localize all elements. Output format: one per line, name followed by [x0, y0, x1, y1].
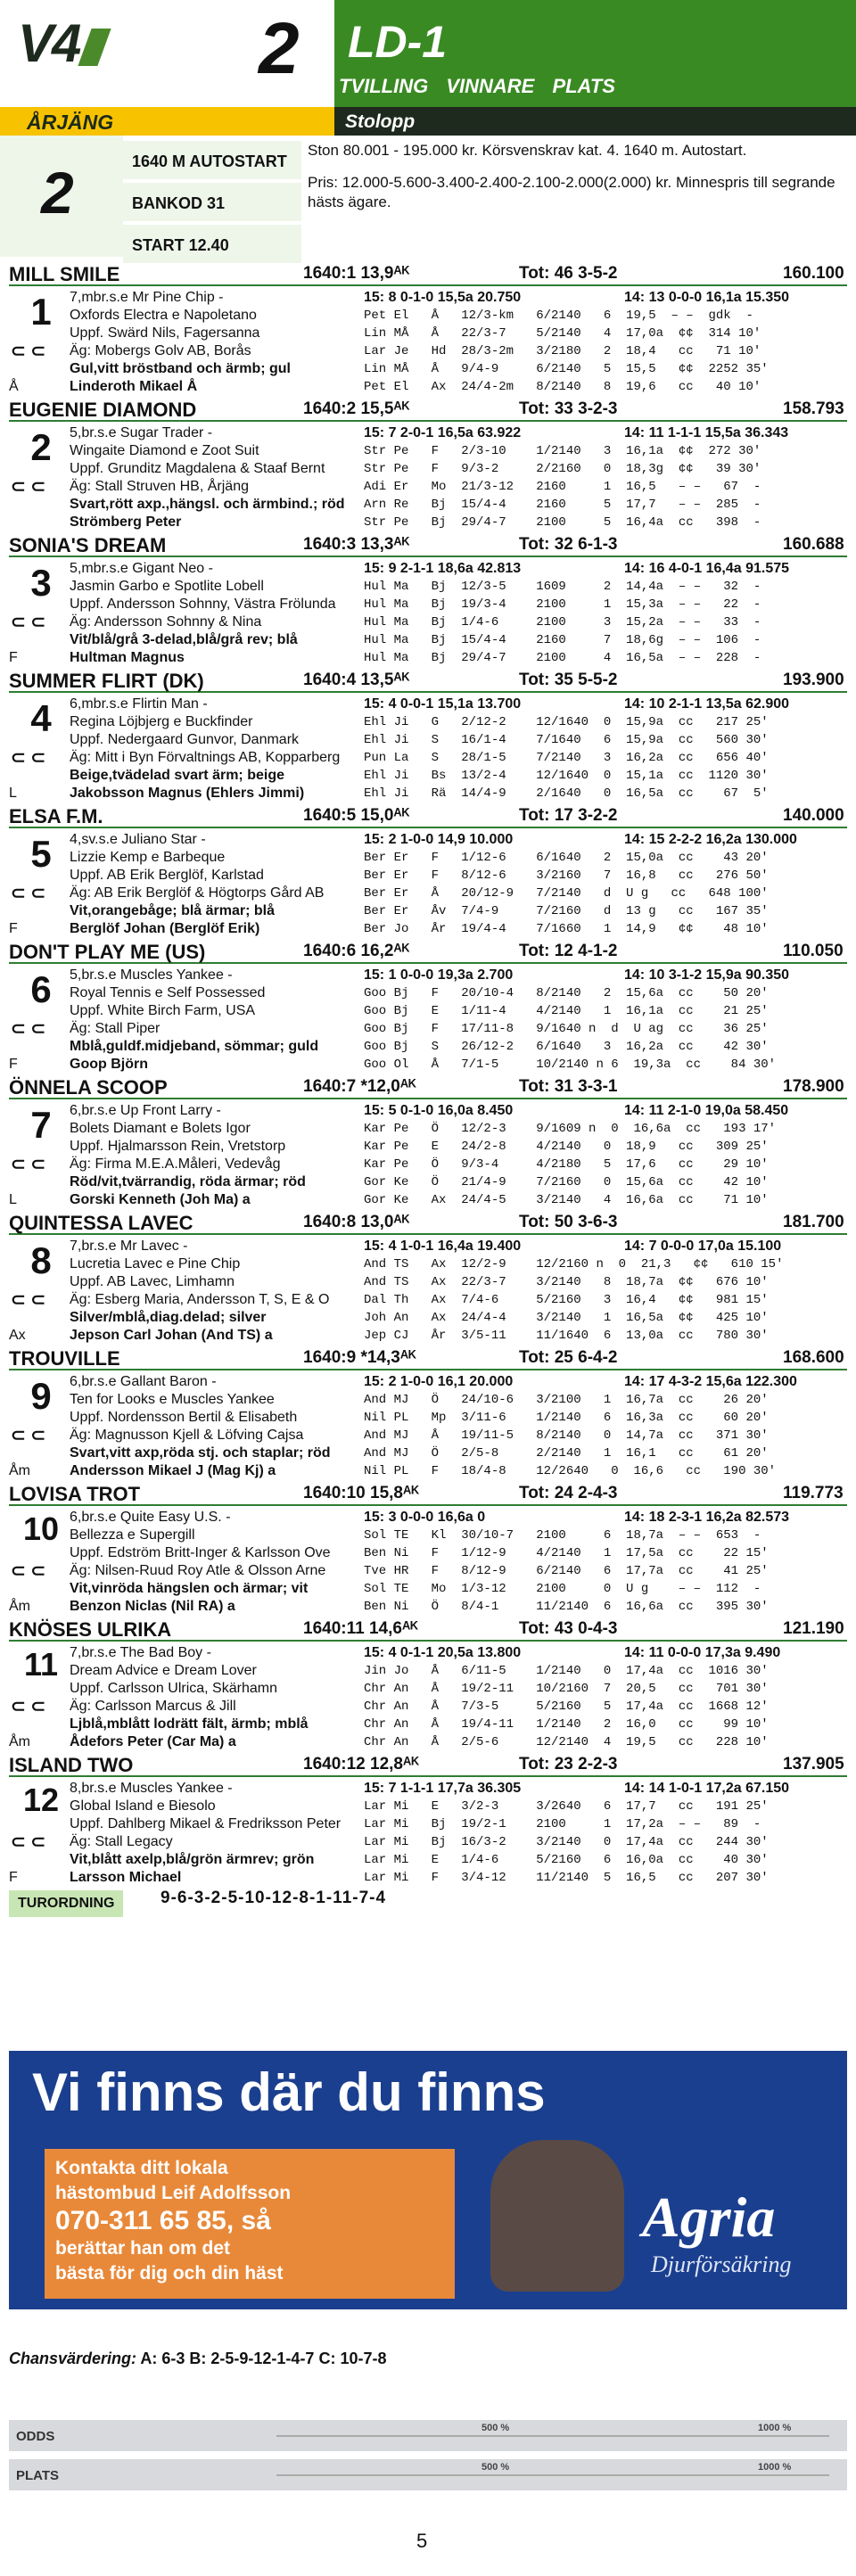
stats-2014: 14: 15 2-2-2 16,2a 130.000 [624, 832, 797, 847]
shoe-mark: Åm [9, 1734, 30, 1749]
start-number: 4 [30, 697, 52, 739]
shoe-mark: F [9, 921, 18, 936]
horse-total: Tot: 35 5-5-2 [519, 671, 618, 689]
horse-name: SONIA'S DREAM [9, 534, 167, 556]
stats-2015: 15: 4 0-0-1 15,1a 13.700 [364, 696, 522, 712]
scale-label: 1000 % [758, 2462, 792, 2473]
race-result-row: Sol TE Kl 30/10-7 2100 6 18,7a – – 653 - [364, 1528, 761, 1543]
race-conditions [308, 141, 843, 212]
horse-earnings: 160.100 [783, 264, 844, 283]
race-result-row: Kar Pe Ö 12/2-3 9/1609 n 0 16,6a cc 193 17' [364, 1122, 777, 1136]
horse-pedigree: 6,mbr.s.e Flirtin Man - [70, 696, 208, 712]
stats-2015: 15: 1 0-0-0 19,3a 2.700 [364, 967, 514, 983]
ad-line: hästombud Leif Adolfsson [55, 2183, 292, 2203]
horse-total: Tot: 24 2-4-3 [519, 1484, 618, 1502]
race-result-row: Lar Mi F 3/4-12 11/2140 5 16,5 cc 207 30' [364, 1871, 769, 1885]
race-result-row: Goo Bj F 20/10-4 8/2140 2 15,6a cc 50 20' [364, 986, 769, 1000]
start-number: 8 [30, 1239, 52, 1281]
horse-pedigree: 6,br.s.e Quite Easy U.S. - [70, 1510, 231, 1525]
horse-total: Tot: 32 6-1-3 [519, 535, 618, 554]
logo-area [0, 0, 334, 107]
stats-2014: 14: 17 4-3-2 15,6a 122.300 [624, 1374, 797, 1389]
horse-info-line: Uppf. AB Lavec, Limhamn [70, 1274, 235, 1289]
horse-name: QUINTESSA LAVEC [9, 1212, 193, 1234]
bet-types: TVILLING VINNARE PLATS [339, 75, 615, 97]
horse-name: TROUVILLE [9, 1347, 120, 1370]
horse-earnings: 158.793 [783, 399, 844, 418]
horse-total: Tot: 31 3-3-1 [519, 1077, 618, 1096]
stats-2014: 14: 7 0-0-0 17,0a 15.100 [624, 1239, 782, 1254]
race-result-row: Str Pe F 2/3-10 1/2140 3 16,1a ¢¢ 272 30' [364, 444, 761, 458]
horse-info-line: Bolets Diamant e Bolets Igor [70, 1121, 251, 1136]
race-result-row: Kar Pe Ö 9/3-4 4/2180 5 17,6 cc 29 10' [364, 1157, 769, 1172]
shoe-mark: F [9, 1870, 18, 1885]
leg-label: LD-1 [348, 17, 448, 67]
horse-total: Tot: 43 0-4-3 [519, 1619, 618, 1638]
race-result-row: Jin Jo Å 6/11-5 1/2140 0 17,4a cc 1016 30' [364, 1664, 769, 1678]
start-number: 3 [30, 562, 52, 604]
horse-record: 1640:8 13,0ᴬᴷ [303, 1213, 410, 1231]
horse-total: Tot: 33 3-2-3 [519, 399, 618, 418]
horse-pedigree: 7,br.s.e The Bad Boy - [70, 1645, 211, 1660]
horse-pedigree: 7,br.s.e Mr Lavec - [70, 1239, 188, 1254]
agria-logo: Agria [642, 2185, 776, 2249]
horse-info-line: Gul,vitt bröstband och ärmb; gul [70, 361, 291, 376]
chans-value: A: 6-3 B: 2-5-9-12-1-4-7 C: 10-7-8 [140, 2350, 387, 2367]
odds-label: ODDS [16, 2429, 55, 2444]
race-header-banner [0, 0, 856, 136]
horse-info-line: Uppf. Andersson Sohnny, Västra Frölunda [70, 597, 336, 612]
horse-pedigree: 5,br.s.e Muscles Yankee - [70, 967, 233, 983]
shoe-mark: Å [9, 379, 19, 394]
stats-2014: 14: 10 3-1-2 15,9a 90.350 [624, 967, 790, 983]
race-result-row: Ehl Ji S 16/1-4 7/1640 6 15,9a cc 560 30' [364, 733, 769, 747]
horse-earnings: 181.700 [783, 1213, 844, 1231]
horse-info-line: Oxfords Electra e Napoletano [70, 308, 257, 323]
scale-label: 500 % [482, 2423, 510, 2433]
stats-2015: 15: 4 1-0-1 16,4a 19.400 [364, 1239, 522, 1254]
horse-total: Tot: 50 3-6-3 [519, 1213, 618, 1231]
turordning-value: 9-6-3-2-5-10-12-8-1-11-7-4 [160, 1889, 387, 1907]
start-time: START 12.40 [123, 225, 301, 265]
race-result-row: Goo Bj E 1/11-4 4/2140 1 16,1a cc 21 25' [364, 1004, 769, 1018]
turordning-label: TURORDNING [9, 1890, 123, 1917]
horse-info-line: Goop Björn [70, 1057, 148, 1072]
horse-earnings: 137.905 [783, 1755, 844, 1774]
race-result-row: Ber Er Å 20/12-9 7/2140 d U g cc 648 100' [364, 886, 769, 901]
shoe-mark: L [9, 786, 17, 801]
race-result-row: Hul Ma Bj 1/4-6 2100 3 15,2a – – 33 - [364, 615, 761, 630]
race-result-row: Chr An Å 19/4-11 1/2140 2 16,0 cc 99 10' [364, 1717, 769, 1732]
race-result-row: Chr An Å 7/3-5 5/2160 5 17,4a cc 1668 12' [364, 1700, 769, 1714]
horse-info-line: Svart,vitt axp,röda stj. och staplar; röd [70, 1445, 331, 1461]
stats-2014: 14: 13 0-0-0 16,1a 15.350 [624, 290, 790, 305]
horse-info-line: Vit,vinröda hängslen och ärmar; vit [70, 1581, 309, 1596]
horse-info-line: Hultman Magnus [70, 650, 185, 665]
horse-info-line: Uppf. Grunditz Magdalena & Staaf Bernt [70, 461, 325, 476]
race-result-row: Ben Ni F 1/12-9 4/2140 1 17,5a cc 22 15' [364, 1546, 769, 1560]
stats-2014: 14: 14 1-0-1 17,2a 67.150 [624, 1781, 790, 1796]
start-number: 1 [30, 291, 52, 333]
horse-total: Tot: 25 6-4-2 [519, 1348, 618, 1367]
race-result-row: Pet El Ax 24/4-2m 8/2140 8 19,6 cc 40 10' [364, 380, 761, 394]
horse-divider [9, 284, 847, 286]
race-result-row: Ehl Ji G 2/12-2 12/1640 0 15,9a cc 217 25' [364, 715, 769, 729]
race-result-row: Str Pe F 9/3-2 2/2160 0 18,3g ¢¢ 39 30' [364, 462, 761, 476]
horse-info-line: Uppf. Nedergaard Gunvor, Danmark [70, 732, 300, 747]
ad-line: berättar han om det [55, 2238, 231, 2259]
horse-name: EUGENIE DIAMOND [9, 399, 197, 421]
horse-info-line: Silver/mblå,diag.delad; silver [70, 1310, 267, 1325]
shoe-icon: ⊂ ⊂ [11, 1832, 46, 1852]
race-result-row: And MJ Ö 2/5-8 2/2140 1 16,1 cc 61 20' [364, 1446, 769, 1461]
race-result-row: Tve HR F 8/12-9 6/2140 6 17,7a cc 41 25' [364, 1564, 769, 1578]
horse-total: Tot: 23 2-2-3 [519, 1755, 618, 1774]
race-result-row: Arn Re Bj 15/4-4 2160 5 17,7 – – 285 - [364, 498, 761, 512]
horse-info-line: Vit/blå/grå 3-delad,blå/grå rev; blå [70, 632, 298, 647]
start-number: 7 [30, 1104, 52, 1146]
race-result-row: Ben Ni Ö 8/4-1 11/2140 6 16,6a cc 395 30' [364, 1600, 769, 1614]
stats-2014: 14: 18 2-3-1 16,2a 82.573 [624, 1510, 790, 1525]
start-number: 11 [23, 1646, 59, 1683]
plats-scale [276, 2462, 829, 2476]
race-result-row: Hul Ma Bj 12/3-5 1609 2 14,4a – – 32 - [364, 580, 761, 594]
horse-info-line: Berglöf Johan (Berglöf Erik) [70, 921, 260, 936]
horse-info-line: Uppf. White Birch Farm, USA [70, 1003, 256, 1018]
ad-title: Vi finns där du finns [32, 2062, 546, 2122]
horse-info-line: Larsson Michael [70, 1870, 182, 1885]
horse-info-line: Ljblå,mblått lodrätt fält, ärmb; mblå [70, 1716, 309, 1732]
ad-phone: 070-311 65 85, så [55, 2206, 271, 2235]
horse-info-line: Äg: Mobergs Golv AB, Borås [70, 343, 251, 358]
conditions-text: Ston 80.001 - 195.000 kr. Körsvenskrav kat. 4. 1640 m. Autostart. [308, 142, 747, 159]
race-result-row: Dal Th Ax 7/4-6 5/2160 3 16,4 ¢¢ 981 15' [364, 1293, 769, 1307]
horse-record: 1640:12 12,8ᴬᴷ [303, 1755, 419, 1774]
horse-earnings: 193.900 [783, 671, 844, 689]
horse-info-line: Röd/vit,tvärrandig, röda ärmar; röd [70, 1174, 306, 1189]
stats-2014: 14: 11 0-0-0 17,3a 9.490 [624, 1645, 781, 1660]
shoe-icon: ⊂ ⊂ [11, 1426, 46, 1445]
horse-info-line: Strömberg Peter [70, 514, 182, 530]
race-result-row: And MJ Å 19/11-5 8/2140 0 14,7a cc 371 30' [364, 1428, 769, 1443]
race-result-row: Gor Ke Ax 24/4-5 3/2140 4 16,6a cc 71 10' [364, 1193, 769, 1207]
horse-info-line: Äg: Nilsen-Ruud Roy Atle & Olsson Arne [70, 1563, 326, 1578]
stats-2015: 15: 2 1-0-0 16,1 20.000 [364, 1374, 514, 1389]
ad-line: Kontakta ditt lokala [55, 2158, 228, 2178]
chansvardering [9, 2350, 386, 2368]
race-result-row: Hul Ma Bj 19/3-4 2100 1 15,3a – – 22 - [364, 597, 761, 612]
horse-info-line: Äg: Firma M.E.A.Måleri, Vedevåg [70, 1156, 281, 1172]
race-result-row: Chr An Å 19/2-11 10/2160 7 20,5 cc 701 30' [364, 1682, 769, 1696]
ad-contact-box [45, 2149, 455, 2299]
horse-info-line: Äg: Stall Piper [70, 1021, 160, 1036]
shoe-icon: ⊂ ⊂ [11, 1290, 46, 1310]
horse-info-line: Uppf. Hjalmarsson Rein, Vretstorp [70, 1139, 286, 1154]
stats-2014: 14: 16 4-0-1 16,4a 91.575 [624, 561, 790, 576]
shoe-mark: Åm [9, 1463, 30, 1478]
shoe-icon: ⊂ ⊂ [11, 613, 46, 632]
race-result-row: Goo Bj S 26/12-2 6/1640 3 16,2a cc 42 30' [364, 1040, 769, 1054]
race-result-row: Lar Mi E 1/4-6 5/2160 6 16,0a cc 40 30' [364, 1853, 769, 1867]
horse-record: 1640:10 15,8ᴬᴷ [303, 1484, 419, 1502]
start-number: 10 [22, 1510, 60, 1547]
shoe-mark: F [9, 650, 18, 665]
horse-info-line: Lucretia Lavec e Pine Chip [70, 1256, 241, 1272]
horse-info-line: Regina Löjbjerg e Buckfinder [70, 714, 253, 729]
horse-pedigree: 6,br.s.e Up Front Larry - [70, 1103, 221, 1118]
shoe-mark: Åm [9, 1599, 30, 1614]
agria-tagline: Djurförsäkring [651, 2251, 792, 2277]
prize-text: Pris: 12.000-5.600-3.400-2.400-2.100-2.000(2.000) kr. Minnespris till segrande hästs ägare. [308, 174, 835, 210]
horse-pedigree: 5,mbr.s.e Gigant Neo - [70, 561, 213, 576]
horse-total: Tot: 12 4-1-2 [519, 942, 618, 960]
leg-number: 2 [259, 8, 300, 89]
horse-earnings: 110.050 [783, 942, 844, 960]
race-result-row: Pun La S 28/1-5 7/2140 3 16,2a cc 656 40' [364, 751, 769, 765]
shoe-mark: L [9, 1192, 17, 1207]
horse-info-line: Lizzie Kemp e Barbeque [70, 850, 226, 865]
horse-info-line: Uppf. Swärd Nils, Fagersanna [70, 325, 260, 341]
race-result-row: Str Pe Bj 29/4-7 2100 5 16,4a cc 398 - [364, 515, 761, 530]
horse-earnings: 119.773 [783, 1484, 844, 1502]
scale-label: 500 % [482, 2462, 510, 2473]
race-result-row: Lar Mi Bj 16/3-2 3/2140 0 17,4a cc 244 30' [364, 1835, 769, 1849]
race-result-row: Adi Er Mo 21/3-12 2160 1 16,5 – – 67 - [364, 480, 761, 494]
horse-info-line: Wingaite Diamond e Zoot Suit [70, 443, 259, 458]
horse-earnings: 121.190 [783, 1619, 844, 1638]
horse-earnings: 168.600 [783, 1348, 844, 1367]
horse-info-line: Svart,rött axp.,hängsl. och ärmbind.; röd [70, 497, 345, 512]
race-result-row: Goo Ol Å 7/1-5 10/2140 n 6 19,3a cc 84 30' [364, 1058, 777, 1072]
race-number: 2 [0, 136, 123, 257]
start-number: 9 [30, 1375, 52, 1417]
plats-label: PLATS [16, 2468, 60, 2483]
race-result-row: Lar Je Hd 28/3-2m 3/2180 2 18,4 cc 71 10' [364, 344, 761, 358]
advertisement [9, 2051, 847, 2309]
horse-info-line: Uppf. Carlsson Ulrica, Skärhamn [70, 1681, 277, 1696]
horse-info-line: Andersson Mikael J (Mag Kj) a [70, 1463, 276, 1478]
shoe-icon: ⊂ ⊂ [11, 1697, 46, 1716]
horse-name: KNÖSES ULRIKA [9, 1618, 172, 1641]
horse-record: 1640:9 *14,3ᴬᴷ [303, 1348, 416, 1367]
horse-record: 1640:7 *12,0ᴬᴷ [303, 1077, 416, 1096]
stats-2015: 15: 2 1-0-0 14,9 10.000 [364, 832, 514, 847]
horse-info-line: Jakobsson Magnus (Ehlers Jimmi) [70, 786, 305, 801]
horse-info-line: Uppf. Dahlberg Mikael & Fredriksson Peter [70, 1816, 342, 1831]
horse-info-line: Uppf. Nordensson Bertil & Elisabeth [70, 1410, 298, 1425]
horse-info-line: Uppf. AB Erik Berglöf, Karlstad [70, 868, 264, 883]
shoe-icon: ⊂ ⊂ [11, 1155, 46, 1174]
race-result-row: Kar Pe E 24/2-8 4/2140 0 18,9 cc 309 25' [364, 1140, 769, 1154]
horse-info-line: Benzon Niclas (Nil RA) a [70, 1599, 235, 1614]
track-name: ÅRJÄNG [0, 107, 334, 136]
race-result-row: Lar Mi Bj 19/2-1 2100 1 17,2a – – 89 - [364, 1817, 761, 1831]
stats-2015: 15: 4 0-1-1 20,5a 13.800 [364, 1645, 522, 1660]
horse-total: Tot: 46 3-5-2 [519, 264, 618, 283]
horse-earnings: 160.688 [783, 535, 844, 554]
start-number: 12 [22, 1782, 60, 1818]
shoe-icon: ⊂ ⊂ [11, 1019, 46, 1039]
horse-name: ÖNNELA SCOOP [9, 1076, 168, 1099]
shoe-icon: ⊂ ⊂ [11, 884, 46, 903]
stats-2015: 15: 3 0-0-0 16,6a 0 [364, 1510, 486, 1525]
v4-logo: V4 [18, 12, 104, 74]
race-result-row: Nil PL F 18/4-8 12/2640 0 16,6 cc 190 30' [364, 1464, 777, 1478]
odds-bar [9, 2420, 847, 2451]
horse-info-line: Äg: Carlsson Marcus & Jill [70, 1699, 236, 1714]
horse-info-line: Global Island e Biesolo [70, 1798, 216, 1814]
race-result-row: Ehl Ji Rä 14/4-9 2/1640 0 16,5a cc 67 5' [364, 786, 769, 801]
ad-line: bästa för dig och din häst [55, 2263, 284, 2284]
race-result-row: Chr An Å 2/5-6 12/2140 4 19,5 cc 228 10' [364, 1735, 769, 1749]
shoe-icon: ⊂ ⊂ [11, 748, 46, 768]
horse-info-line: Bellezza e Supergill [70, 1527, 195, 1543]
shoe-icon: ⊂ ⊂ [11, 342, 46, 361]
horse-record: 1640:5 15,0ᴬᴷ [303, 806, 410, 825]
race-result-row: And TS Ax 12/2-9 12/2160 n 0 21,3 ¢¢ 610 15' [364, 1257, 784, 1272]
race-result-row: Hul Ma Bj 15/4-4 2160 7 18,6g – – 106 - [364, 633, 761, 647]
horse-name: LOVISA TROT [9, 1483, 141, 1505]
horse-info-line: Ådefors Peter (Car Ma) a [70, 1734, 236, 1749]
shoe-icon: ⊂ ⊂ [11, 477, 46, 497]
horse-info-line: Äg: Stall Legacy [70, 1834, 173, 1849]
horse-info-line: Dream Advice e Dream Lover [70, 1663, 257, 1678]
horse-info-line: Beige,tvädelad svart ärm; beige [70, 768, 284, 783]
stats-2014: 14: 11 2-1-0 19,0a 58.450 [624, 1103, 789, 1118]
horse-divider [9, 827, 847, 828]
start-number: 2 [30, 426, 52, 468]
race-result-row: Lin MÅ Å 9/4-9 6/2140 5 15,5 ¢¢ 2252 35' [364, 362, 769, 376]
stats-2015: 15: 7 2-0-1 16,5a 63.922 [364, 425, 522, 440]
horse-pedigree: 4,sv.s.e Juliano Star - [70, 832, 206, 847]
horse-info-line: Gorski Kenneth (Joh Ma) a [70, 1192, 251, 1207]
race-result-row: Pet El Å 12/3-km 6/2140 6 19,5 – – gdk - [364, 309, 753, 323]
race-result-row: Ber Er F 1/12-6 6/1640 2 15,0a cc 43 20' [364, 851, 769, 865]
horse-info-line: Ten for Looks e Muscles Yankee [70, 1392, 275, 1407]
horse-pedigree: 7,mbr.s.e Mr Pine Chip - [70, 290, 224, 305]
horse-info-line: Linderoth Mikael Å [70, 379, 198, 394]
horse-total: Tot: 17 3-2-2 [519, 806, 618, 825]
horse-info-line: Royal Tennis e Self Possessed [70, 985, 266, 1000]
horse-record: 1640:4 13,5ᴬᴷ [303, 671, 410, 689]
race-result-row: Ber Er Åv 7/4-9 7/2160 d 13 g cc 167 35' [364, 904, 769, 918]
horse-name: DON'T PLAY ME (US) [9, 941, 206, 963]
race-result-row: Goo Bj F 17/11-8 9/1640 n d U ag cc 36 25' [364, 1022, 769, 1036]
horse-name: ISLAND TWO [9, 1754, 134, 1776]
horse-record: 1640:2 15,5ᴬᴷ [303, 399, 410, 418]
distance: 1640 M AUTOSTART [123, 141, 301, 181]
scale-label: 1000 % [758, 2423, 792, 2433]
horse-divider [9, 1775, 847, 1777]
horse-info-line: Äg: Mitt i Byn Förvaltnings AB, Kopparberg [70, 750, 341, 765]
shoe-mark: Ax [9, 1328, 26, 1343]
horse-divider [9, 1369, 847, 1370]
race-result-row: Jep CJ År 3/5-11 11/1640 6 13,0a cc 780 30' [364, 1329, 769, 1343]
horse-info-line: Äg: Stall Struven HB, Årjäng [70, 479, 249, 494]
stats-2015: 15: 5 0-1-0 16,0a 8.450 [364, 1103, 514, 1118]
race-result-row: Lin MÅ Å 22/3-7 5/2140 4 17,0a ¢¢ 314 10' [364, 326, 761, 341]
horse-info-line: Jepson Carl Johan (And TS) a [70, 1328, 273, 1343]
horse-record: 1640:3 13,3ᴬᴷ [303, 535, 410, 554]
horse-info-line: Uppf. Edström Britt-Inger & Karlsson Ove [70, 1545, 331, 1560]
race-result-row: Joh An Ax 24/4-4 3/2140 1 16,5a ¢¢ 425 10' [364, 1311, 769, 1325]
race-result-row: Ber Er F 8/12-6 3/2160 7 16,8 cc 276 50' [364, 868, 769, 883]
bankod: BANKOD 31 [123, 183, 301, 223]
stats-2014: 14: 11 1-1-1 15,5a 36.343 [624, 425, 789, 440]
horse-record: 1640:1 13,9ᴬᴷ [303, 264, 410, 283]
race-result-row: Hul Ma Bj 29/4-7 2100 4 16,5a – – 228 - [364, 651, 761, 665]
stats-2015: 15: 9 2-1-1 18,6a 42.813 [364, 561, 522, 576]
horse-info-line: Äg: Andersson Sohnny & Nina [70, 614, 262, 630]
horse-name: SUMMER FLIRT (DK) [9, 670, 204, 692]
shoe-mark: F [9, 1057, 18, 1072]
race-type: Stolopp [334, 107, 856, 136]
horse-name: ELSA F.M. [9, 805, 103, 827]
horse-name: MILL SMILE [9, 263, 120, 285]
race-result-row: Ehl Ji Bs 13/2-4 12/1640 0 15,1a cc 1120 30' [364, 769, 769, 783]
race-result-row: Nil PL Mp 3/11-6 1/2140 6 16,3a cc 60 20' [364, 1411, 769, 1425]
horse-info-line: Äg: Magnusson Kjell & Löfving Cajsa [70, 1428, 304, 1443]
horse-earnings: 140.000 [783, 806, 844, 825]
plats-bar [9, 2459, 847, 2490]
horse-record: 1640:6 16,2ᴬᴷ [303, 942, 410, 960]
chans-label: Chansvärdering: [9, 2350, 137, 2367]
race-result-row: Gor Ke Ö 21/4-9 7/2160 0 15,6a cc 42 10' [364, 1175, 769, 1189]
horse-pedigree: 5,br.s.e Sugar Trader - [70, 425, 213, 440]
start-number: 5 [30, 833, 52, 875]
horse-info-line: Äg: AB Erik Berglöf & Högtorps Gård AB [70, 885, 325, 901]
horse-earnings: 178.900 [783, 1077, 844, 1096]
shoe-icon: ⊂ ⊂ [11, 1561, 46, 1581]
stats-2015: 15: 8 0-1-0 15,5a 20.750 [364, 290, 522, 305]
horse-info-line: Vit,orangebåge; blå ärmar; blå [70, 903, 275, 918]
horse-pedigree: 8,br.s.e Muscles Yankee - [70, 1781, 233, 1796]
race-result-row: Lar Mi E 3/2-3 3/2640 6 17,7 cc 191 25' [364, 1799, 769, 1814]
horse-info-line: Vit,blått axelp,blå/grön ärmrev; grön [70, 1852, 315, 1867]
horse-info-line: Äg: Esberg Maria, Andersson T, S, E & O [70, 1292, 330, 1307]
race-result-row: And MJ Ö 24/10-6 3/2100 1 16,7a cc 26 20' [364, 1393, 769, 1407]
odds-scale [276, 2423, 829, 2437]
horse-record: 1640:11 14,6ᴬᴷ [303, 1619, 418, 1638]
horse-pedigree: 6,br.s.e Gallant Baron - [70, 1374, 217, 1389]
start-number: 6 [30, 968, 52, 1010]
page-number: 5 [416, 2530, 428, 2552]
horse-info-line: Mblå,guldf.midjeband, sömmar; guld [70, 1039, 319, 1054]
stats-2015: 15: 7 1-1-1 17,7a 36.305 [364, 1781, 522, 1796]
race-result-row: And TS Ax 22/3-7 3/2140 8 18,7a ¢¢ 676 10' [364, 1275, 769, 1289]
stats-2014: 14: 10 2-1-1 13,5a 62.900 [624, 696, 790, 712]
person-photo [490, 2140, 624, 2292]
race-result-row: Sol TE Mo 1/3-12 2100 0 U g – – 112 - [364, 1582, 761, 1596]
race-result-row: Ber Jo År 19/4-4 7/1660 1 14,9 ¢¢ 48 10' [364, 922, 769, 936]
horse-info-line: Jasmin Garbo e Spotlite Lobell [70, 579, 264, 594]
